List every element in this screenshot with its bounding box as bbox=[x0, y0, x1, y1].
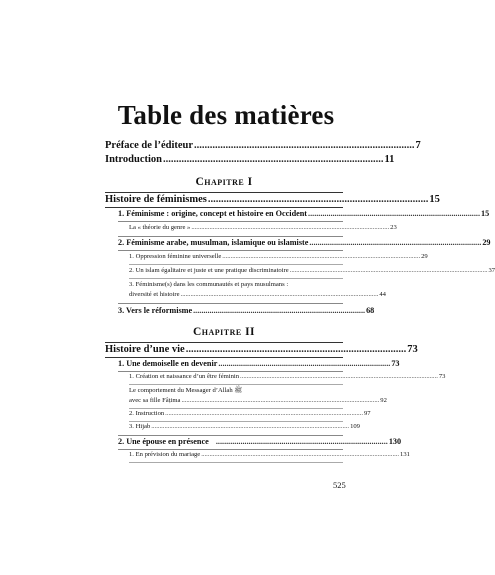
toc-page-number: 97 bbox=[363, 410, 371, 417]
toc-page-number: 11 bbox=[384, 154, 395, 165]
divider bbox=[129, 384, 343, 385]
dot-leader: ........................................................................................................................ bbox=[165, 410, 363, 417]
toc-subsection-entry[interactable] bbox=[105, 410, 371, 417]
toc-page-number: 15 bbox=[480, 209, 490, 218]
toc-entry-label-continued: avec sa fille Fâṭima bbox=[129, 397, 181, 404]
dot-leader: .................................................................................... bbox=[207, 194, 429, 205]
toc-entry-label: 1. Création et naissance d’un être féminin bbox=[129, 373, 240, 380]
toc-page-number: 109 bbox=[350, 423, 360, 430]
dot-leader: .................................................................................... bbox=[309, 238, 482, 247]
toc-page-number: 7 bbox=[415, 140, 421, 151]
divider bbox=[105, 207, 343, 208]
divider bbox=[118, 435, 343, 436]
toc-page-number: 131 bbox=[400, 451, 410, 458]
toc-entry-label: 2. Un islam égalitaire et juste et une pratique discriminatoire bbox=[129, 267, 289, 274]
dot-leader: ........................................................................................................................ bbox=[222, 253, 421, 260]
toc-entry-label: 3. Féminisme(s) dans les communautés et pays musulmans : bbox=[129, 281, 289, 288]
divider bbox=[118, 371, 343, 372]
toc-entry-label: 2. Instruction bbox=[129, 410, 165, 417]
divider bbox=[105, 357, 343, 358]
toc-page-number: 68 bbox=[366, 306, 375, 315]
dot-leader: ........................................................................................................................ bbox=[151, 423, 350, 430]
dot-leader: ........................................................................................................................ bbox=[289, 267, 488, 274]
dot-leader: .................................................................................... bbox=[193, 306, 366, 315]
toc-subsection-entry[interactable] bbox=[105, 224, 397, 231]
toc-subsection-entry[interactable] bbox=[105, 373, 446, 380]
toc-entry-label: La « théorie du genre » bbox=[129, 224, 191, 231]
toc-subsection-entry[interactable] bbox=[105, 423, 360, 430]
toc-section-entry[interactable] bbox=[105, 209, 490, 218]
toc-page-number: 130 bbox=[388, 437, 402, 446]
toc-entry-label: Préface de l’éditeur bbox=[105, 140, 194, 151]
dot-leader: ........................................................................................................................ bbox=[240, 373, 438, 380]
divider bbox=[118, 449, 343, 450]
page-title: Table des matières bbox=[117, 100, 335, 130]
toc-section-entry[interactable] bbox=[105, 359, 400, 368]
toc-page-number: 92 bbox=[380, 397, 387, 404]
toc-page-number: 73 bbox=[391, 359, 400, 368]
toc-section-entry[interactable] bbox=[105, 306, 375, 315]
dot-leader: .................................................................................... bbox=[218, 359, 391, 368]
toc-entry-label: 1. En prévision du mariage bbox=[129, 451, 201, 458]
toc-entry-label-continued: diversité et histoire bbox=[129, 291, 180, 298]
toc-subsection-entry[interactable] bbox=[105, 386, 387, 406]
toc-part-entry[interactable] bbox=[105, 344, 418, 355]
dot-leader: ........................................................................................................................ bbox=[201, 451, 400, 458]
toc-page-number: 29 bbox=[421, 253, 428, 260]
toc-part-entry[interactable] bbox=[105, 194, 440, 205]
divider bbox=[129, 278, 343, 279]
chapter-heading: Chapitre II bbox=[192, 326, 256, 338]
toc-entry-label: 3. Vers le réformisme bbox=[118, 306, 193, 315]
toc-entry-label: 3. Hijab bbox=[129, 423, 151, 430]
divider bbox=[129, 462, 343, 463]
table-of-contents bbox=[105, 0, 495, 575]
toc-entry-label: 2. Féminisme arabe, musulman, islamique ou islamiste bbox=[118, 238, 309, 247]
toc-page-number: 29 bbox=[482, 238, 491, 247]
page-folio: 525 bbox=[333, 480, 346, 490]
toc-page-number: 37 bbox=[488, 267, 495, 274]
divider bbox=[105, 192, 343, 193]
toc-entry-label: 1. Féminisme : origine, concept et histoire en Occident bbox=[118, 209, 308, 218]
toc-subsection-entry[interactable] bbox=[105, 253, 428, 260]
dot-leader: .................................................................................... bbox=[163, 154, 384, 165]
dot-leader: .................................................................................... bbox=[308, 209, 480, 218]
chapter-heading: Chapitre I bbox=[195, 176, 253, 188]
toc-subsection-entry[interactable] bbox=[105, 451, 410, 458]
toc-entry-label: Histoire de féminismes bbox=[105, 194, 207, 205]
dot-leader: ........................................................................................................................ bbox=[181, 397, 380, 404]
toc-page-number: 23 bbox=[390, 224, 397, 231]
toc-page-number: 73 bbox=[438, 373, 446, 380]
divider bbox=[129, 408, 343, 409]
dot-leader: .................................................................................... bbox=[209, 437, 388, 446]
dot-leader: ........................................................................................................................ bbox=[180, 291, 379, 298]
dot-leader: ........................................................................................................................ bbox=[191, 224, 390, 231]
toc-subsection-entry[interactable] bbox=[105, 267, 495, 274]
toc-section-entry[interactable] bbox=[105, 238, 491, 247]
toc-entry-preface[interactable] bbox=[105, 140, 421, 151]
toc-page-number: 73 bbox=[407, 344, 418, 355]
toc-entry-label: 1. Une demoiselle en devenir bbox=[118, 359, 218, 368]
divider bbox=[118, 236, 343, 237]
divider bbox=[118, 250, 343, 251]
dot-leader: .................................................................................... bbox=[185, 344, 407, 355]
toc-section-entry[interactable] bbox=[105, 437, 402, 446]
divider bbox=[105, 342, 343, 343]
toc-subsection-entry[interactable] bbox=[105, 280, 386, 300]
divider bbox=[129, 264, 343, 265]
divider bbox=[129, 421, 343, 422]
toc-entry-introduction[interactable] bbox=[105, 154, 395, 165]
divider bbox=[118, 221, 343, 222]
toc-page-number: 15 bbox=[429, 194, 440, 205]
dot-leader: .................................................................................... bbox=[194, 140, 415, 151]
toc-entry-label: Histoire d’une vie bbox=[105, 344, 185, 355]
toc-page-number: 44 bbox=[379, 291, 386, 298]
toc-entry-label: Introduction bbox=[105, 154, 162, 165]
divider bbox=[118, 303, 343, 304]
toc-entry-label: 2. Une épouse en présence bbox=[118, 437, 209, 446]
toc-entry-label: 1. Oppression féminine universelle bbox=[129, 253, 222, 260]
toc-entry-label: Le comportement du Messager d’Allah ﷺ bbox=[129, 387, 243, 394]
